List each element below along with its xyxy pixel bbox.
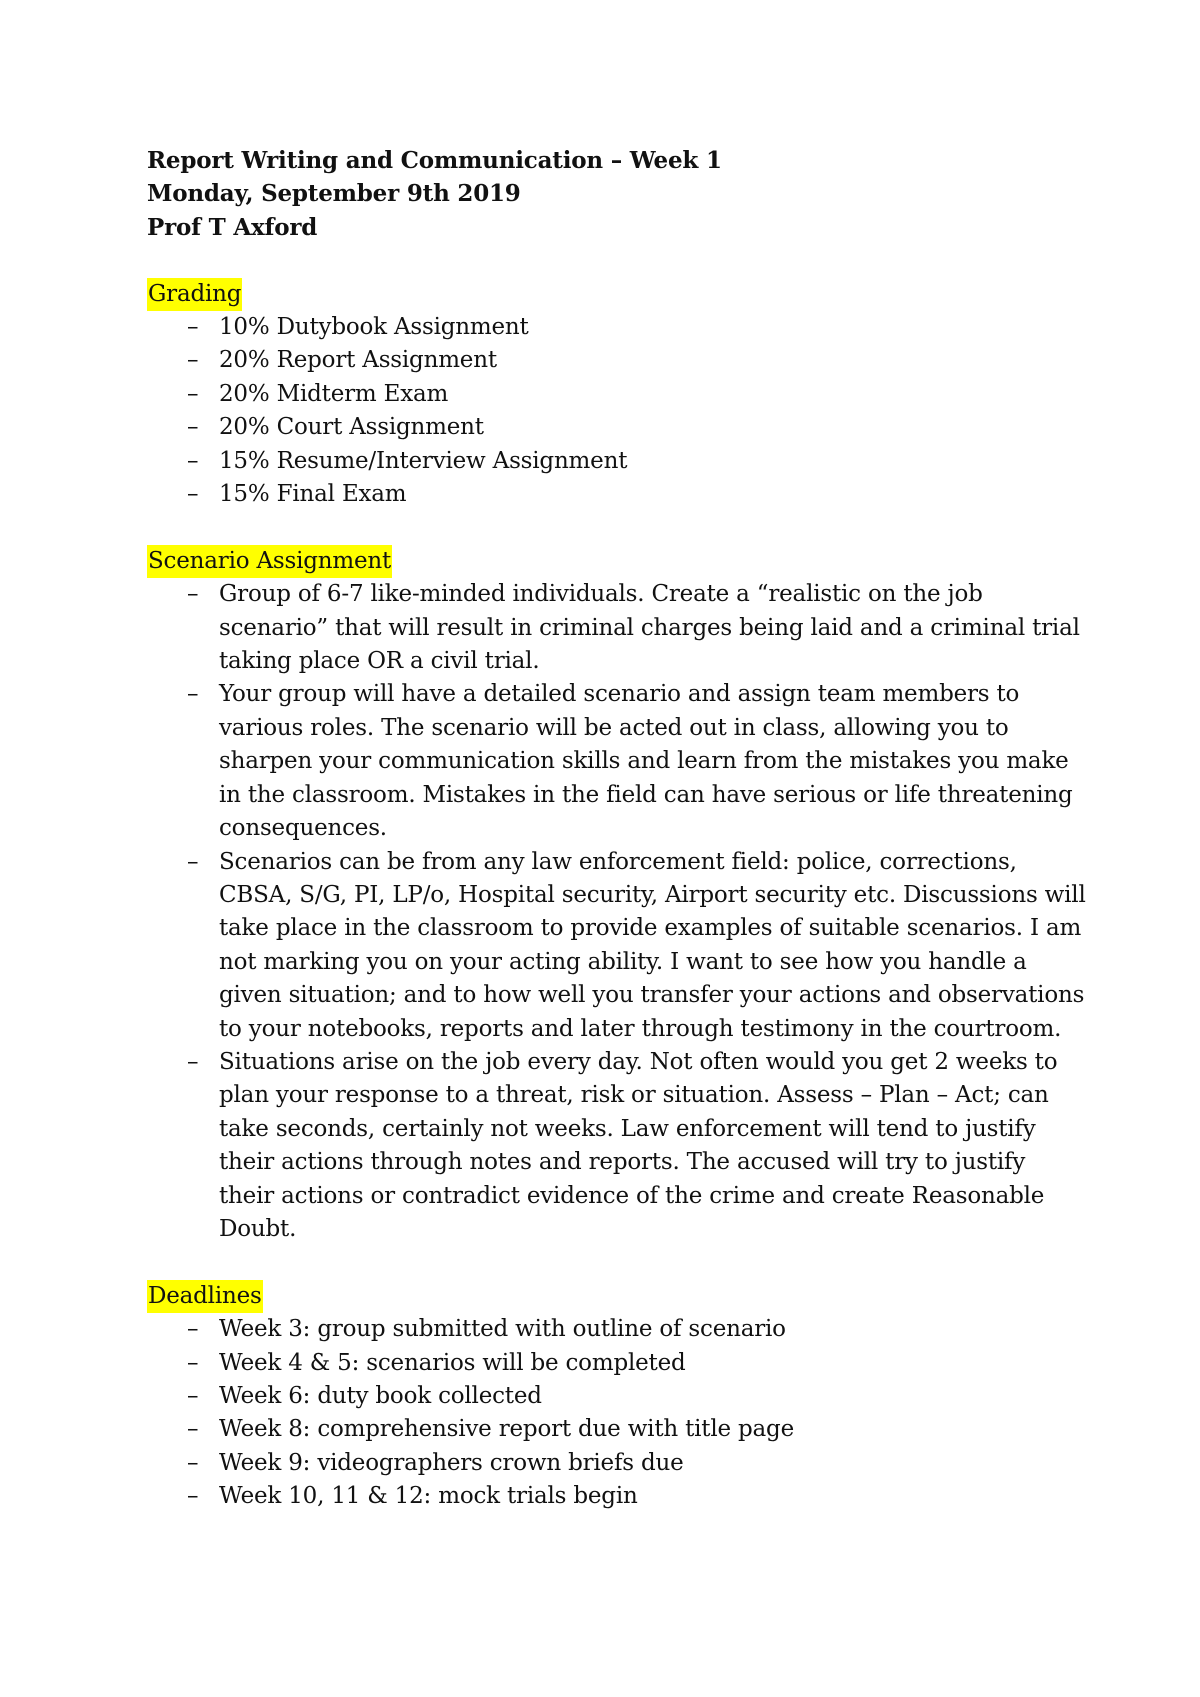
- deadlines-list: [147, 1313, 1087, 1513]
- bullet-dash: –: [187, 681, 199, 708]
- deadline-item-text: Week 4 & 5: scenarios will be completed: [219, 1349, 686, 1376]
- grading-item: [147, 411, 1087, 444]
- scenario-heading: Scenario Assignment: [147, 545, 392, 578]
- bullet-dash: –: [187, 347, 199, 374]
- grading-item-text: 20% Report Assignment: [219, 347, 497, 374]
- grading-list: [147, 311, 1087, 511]
- deadlines-section: [147, 1280, 1087, 1514]
- deadline-item-text: Week 6: duty book collected: [219, 1382, 542, 1409]
- grading-heading: Grading: [147, 278, 242, 311]
- deadline-item: [147, 1480, 1087, 1513]
- bullet-dash: –: [187, 314, 199, 341]
- deadline-item: [147, 1413, 1087, 1446]
- bullet-dash: –: [187, 380, 199, 407]
- scenario-item: [147, 678, 1087, 845]
- bullet-dash: –: [187, 414, 199, 441]
- scenario-item: [147, 1046, 1087, 1246]
- document-professor: Prof T Axford: [147, 213, 318, 241]
- bullet-dash: –: [187, 581, 199, 608]
- grading-item: [147, 478, 1087, 511]
- grading-item-text: 15% Resume/Interview Assignment: [219, 447, 628, 474]
- deadline-item: [147, 1313, 1087, 1346]
- scenario-item-text: Group of 6-7 like-minded individuals. Create a “realistic on the job scenario” that will result in criminal charges being laid and a criminal trial taking place OR a civil trial.: [219, 581, 1080, 675]
- bullet-dash: –: [187, 1483, 199, 1510]
- bullet-dash: –: [187, 1349, 199, 1376]
- bullet-dash: –: [187, 1382, 199, 1409]
- bullet-dash: –: [187, 1449, 199, 1476]
- grading-section: [147, 278, 1087, 512]
- grading-item: [147, 445, 1087, 478]
- deadline-item: [147, 1380, 1087, 1413]
- deadlines-heading: Deadlines: [147, 1280, 263, 1313]
- scenario-list: [147, 578, 1087, 1246]
- deadline-item: [147, 1447, 1087, 1480]
- deadline-item-text: Week 9: videographers crown briefs due: [219, 1449, 684, 1476]
- scenario-item: [147, 578, 1087, 678]
- document-title: Report Writing and Communication – Week 1: [147, 147, 722, 174]
- bullet-dash: –: [187, 848, 199, 875]
- grading-item: [147, 311, 1087, 344]
- grading-item-text: 20% Midterm Exam: [219, 380, 449, 407]
- scenario-item-text: Your group will have a detailed scenario and assign team members to various roles. The scenario will be acted out in class, allowing you to sharpen your communication skills and learn from the mistakes you make in the classroom. Mistakes in the field can have serious or life threatening consequences.: [219, 681, 1073, 842]
- scenario-section: [147, 545, 1087, 1247]
- grading-item: [147, 378, 1087, 411]
- bullet-dash: –: [187, 1416, 199, 1443]
- scenario-item-text: Situations arise on the job every day. Not often would you get 2 weeks to plan your response to a threat, risk or situation. Assess – Plan – Act; can take seconds, certainly not weeks. Law enforcement will tend to justify their actions through notes and reports. The accused will try to justify their actions or contradict evidence of the crime and create Reasonable Doubt.: [219, 1048, 1058, 1242]
- scenario-item: [147, 846, 1087, 1046]
- deadline-item: [147, 1347, 1087, 1380]
- grading-item: [147, 344, 1087, 377]
- grading-item-text: 20% Court Assignment: [219, 414, 484, 441]
- grading-item-text: 10% Dutybook Assignment: [219, 314, 529, 341]
- grading-item-text: 15% Final Exam: [219, 481, 407, 508]
- bullet-dash: –: [187, 481, 199, 508]
- bullet-dash: –: [187, 1048, 199, 1075]
- deadline-item-text: Week 8: comprehensive report due with title page: [219, 1416, 794, 1443]
- deadline-item-text: Week 3: group submitted with outline of scenario: [219, 1316, 786, 1343]
- bullet-dash: –: [187, 1316, 199, 1343]
- scenario-item-text: Scenarios can be from any law enforcement field: police, corrections, CBSA, S/G, PI, LP/o, Hospital security, Airport security etc. Discussions will take place in the classroom to provide examples of suitable scenarios. I am not marking you on your acting ability. I want to see how you handle a given situation; and to how well you transfer your actions and observations to your notebooks, reports and later through testimony in the courtroom.: [219, 848, 1086, 1042]
- document-date: Monday, September 9th 2019: [147, 180, 521, 208]
- document-content: [147, 144, 1087, 1514]
- bullet-dash: –: [187, 447, 199, 474]
- deadline-item-text: Week 10, 11 & 12: mock trials begin: [219, 1483, 638, 1510]
